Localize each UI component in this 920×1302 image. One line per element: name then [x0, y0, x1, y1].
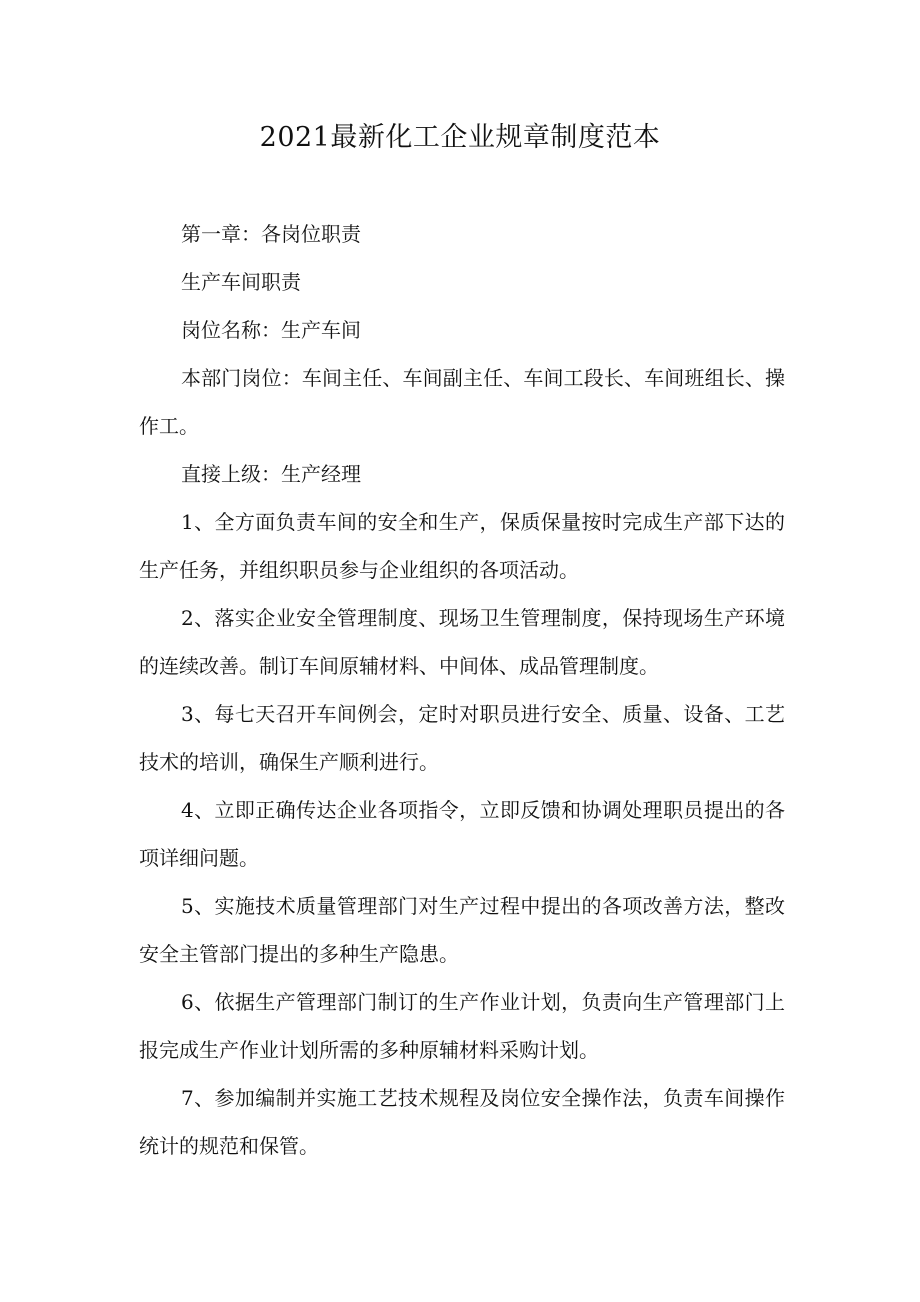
chapter-heading: 第一章：各岗位职责 [181, 222, 361, 246]
document-title: 2021最新化工企业规章制度范本 [259, 122, 661, 153]
document-body [139, 210, 785, 1170]
duty-item-3: 3、每七天召开车间例会，定时对职员进行安全、质量、设备、工艺技术的培训，确保生产顺利进行。 [139, 702, 785, 774]
duty-item-7: 7、参加编制并实施工艺技术规程及岗位安全操作法，负责车间操作统计的规范和保管。 [139, 1086, 785, 1158]
duty-item-1: 1、全方面负责车间的安全和生产，保质保量按时完成生产部下达的生产任务，并组织职员参与企业组织的各项活动。 [139, 510, 785, 582]
department-positions: 本部门岗位：车间主任、车间副主任、车间工段长、车间班组长、操作工。 [139, 366, 785, 438]
duty-item-6: 6、依据生产管理部门制订的生产作业计划，负责向生产管理部门上报完成生产作业计划所需的多种原辅材料采购计划。 [139, 990, 785, 1062]
section-heading: 生产车间职责 [181, 270, 301, 294]
duty-item-2: 2、落实企业安全管理制度、现场卫生管理制度，保持现场生产环境的连续改善。制订车间原辅材料、中间体、成品管理制度。 [139, 606, 785, 678]
direct-superior: 直接上级：生产经理 [181, 462, 361, 486]
duty-item-5: 5、实施技术质量管理部门对生产过程中提出的各项改善方法，整改安全主管部门提出的多种生产隐患。 [139, 894, 785, 966]
duty-item-4: 4、立即正确传达企业各项指令，立即反馈和协调处理职员提出的各项详细问题。 [139, 798, 785, 870]
position-name: 岗位名称：生产车间 [181, 318, 361, 342]
